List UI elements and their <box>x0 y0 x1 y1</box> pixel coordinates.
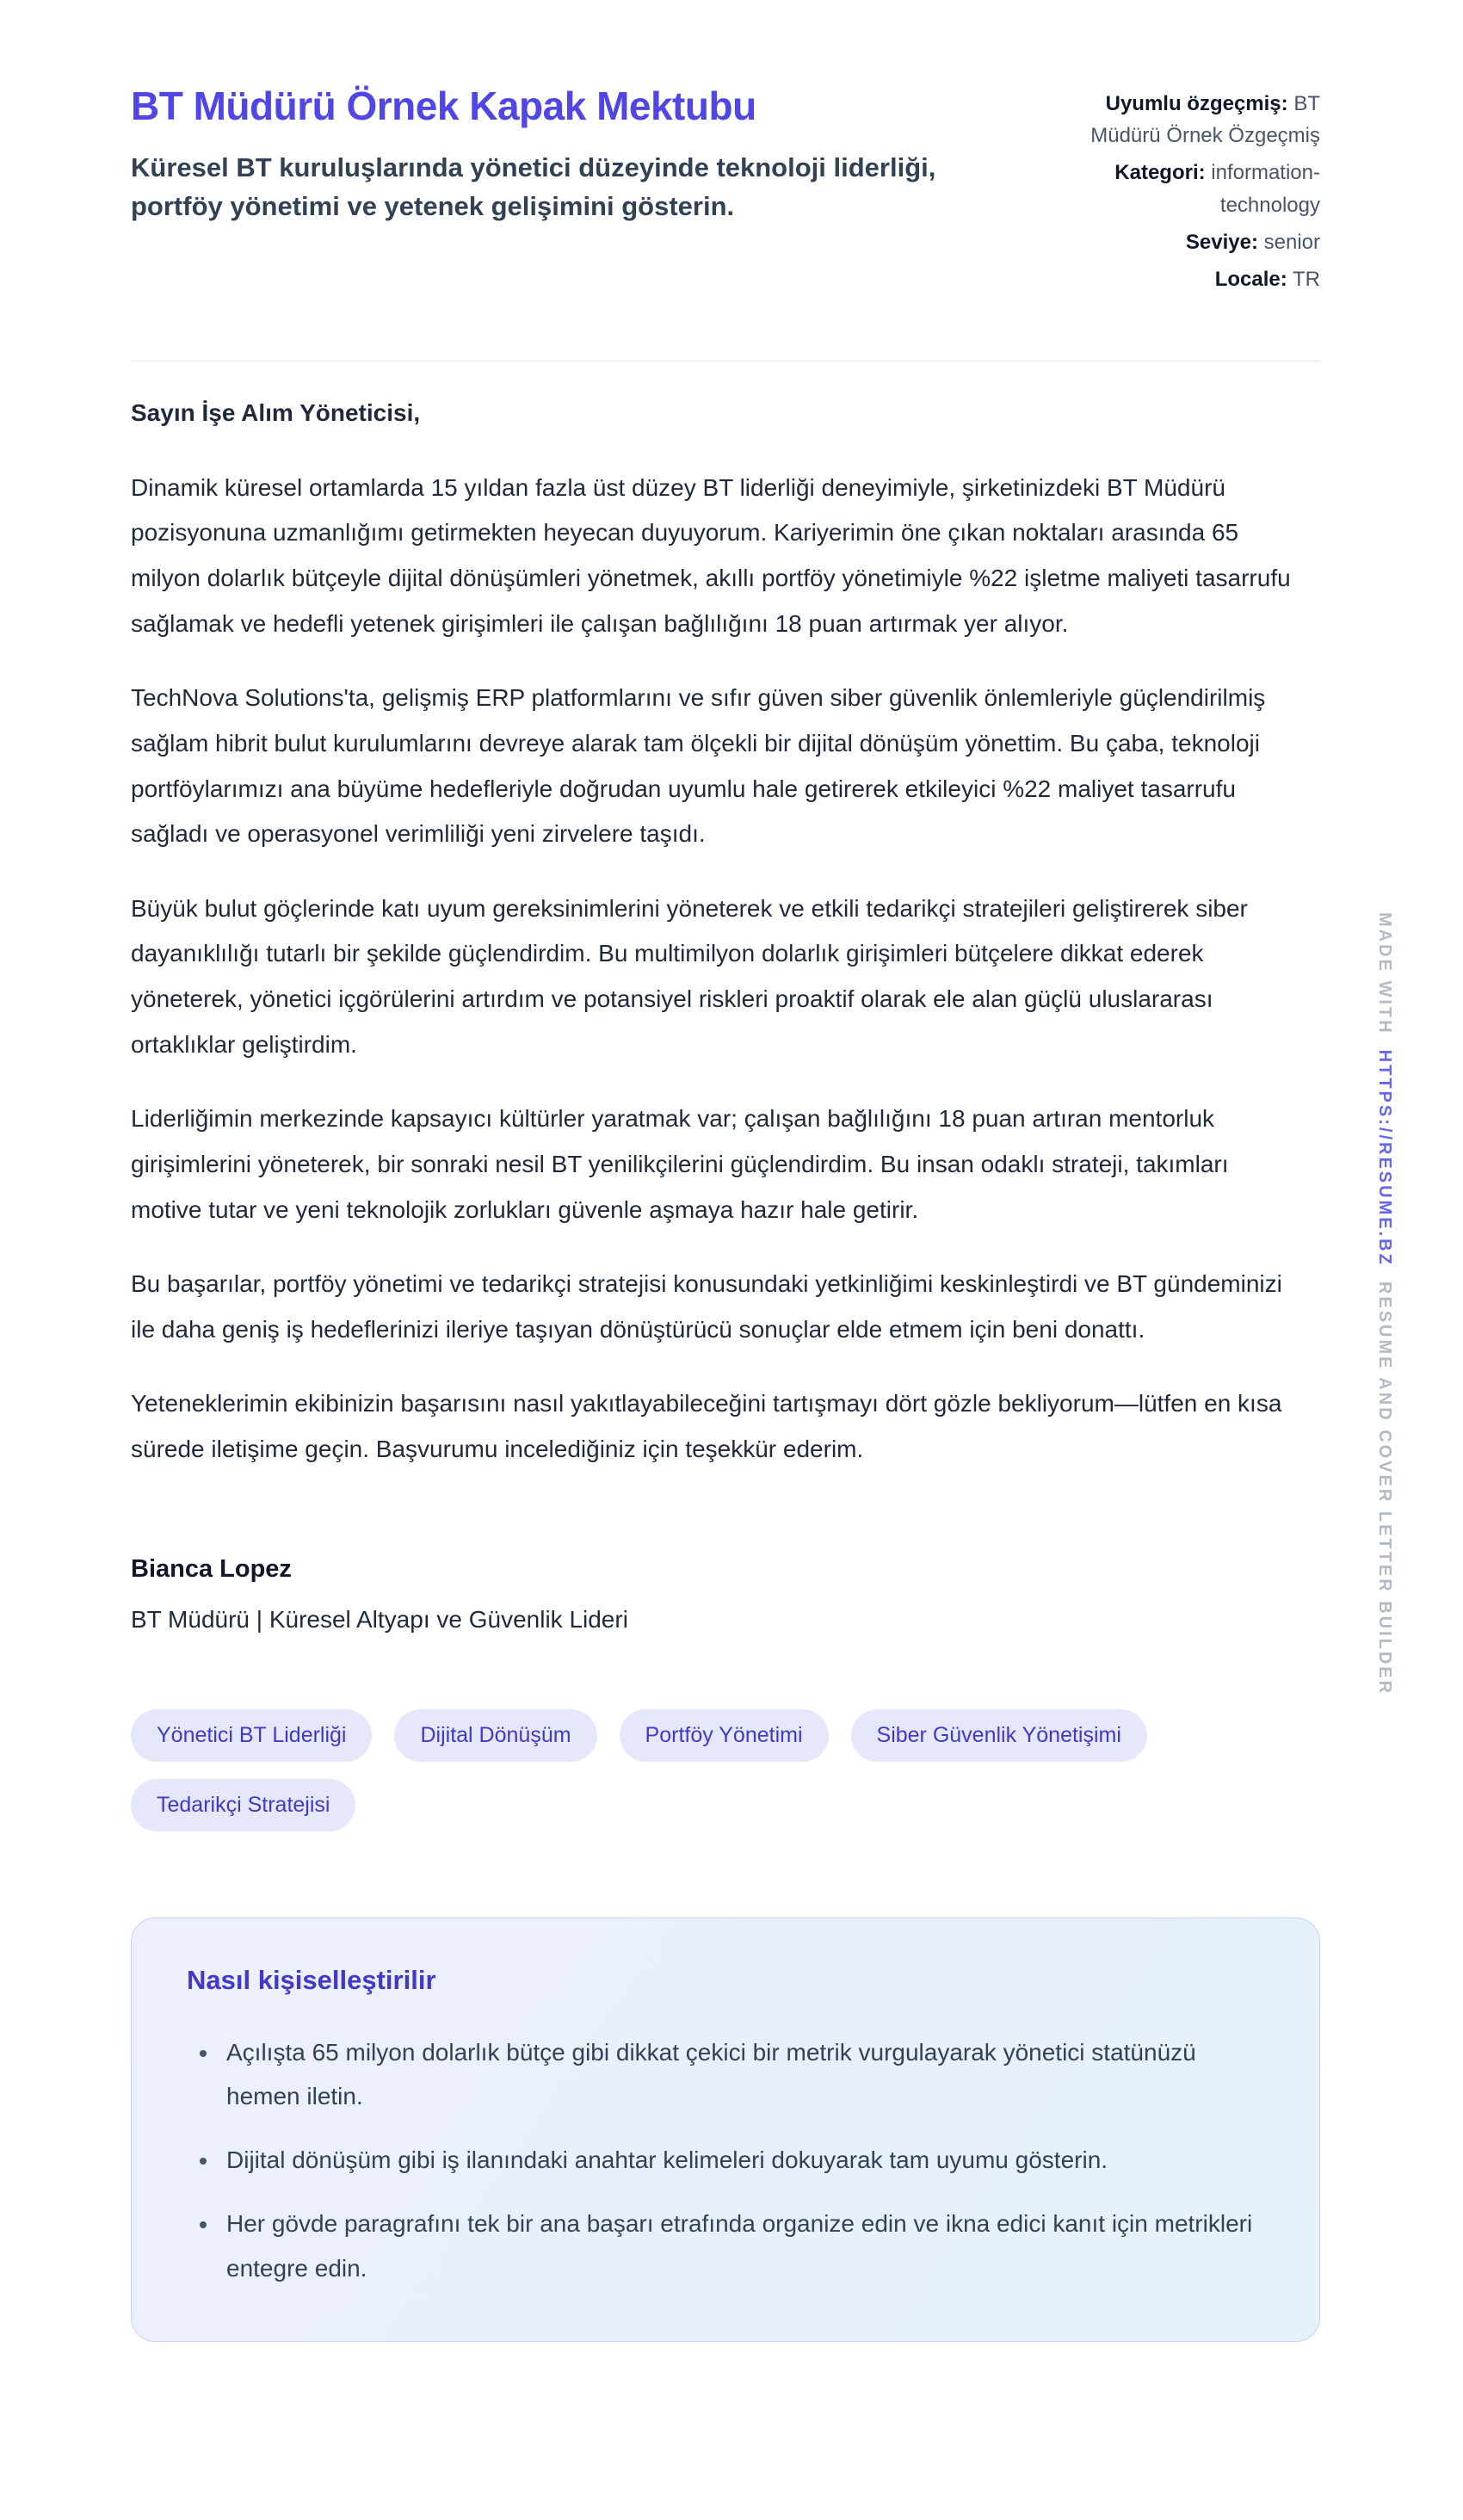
meta-row-level <box>1062 226 1320 258</box>
meta-value: TR <box>1293 267 1320 291</box>
tag-cybersecurity-governance[interactable]: Siber Güvenlik Yönetişimi <box>851 1709 1147 1762</box>
personalization-tips-card <box>131 1918 1320 2342</box>
meta-label: Uyumlu özgeçmiş: <box>1105 92 1288 115</box>
watermark-spacer <box>1377 1035 1394 1050</box>
page-header <box>131 83 1320 361</box>
letter-paragraph: Büyük bulut göçlerinde katı uyum gereksinimlerini yöneterek ve etkili tedarikçi stratejileri geliştirerek siber dayanıklılığı tutarlı bir şekilde güçlendirdim. Bu multimilyon dolarlık girişimleri bütçelere dikkat ederek yöneterek, yönetici içgörülerini artırdım ve potansiyel riskleri proaktif olarak ele alan güçlü uluslararası ortaklıklar geliştirdim. <box>131 894 1248 1058</box>
watermark-spacer <box>1377 1267 1394 1282</box>
meta-row-matching-resume <box>1062 88 1320 151</box>
meta-row-category <box>1062 157 1320 220</box>
signature-name: Bianca Lopez <box>131 1554 292 1583</box>
tips-list <box>187 2030 1264 2291</box>
tag-digital-transformation[interactable]: Dijital Dönüşüm <box>394 1709 596 1762</box>
meta-value: senior <box>1263 230 1320 254</box>
tip-item: • Dijital dönüşüm gibi iş ilanındaki anahtar kelimeleri dokuyarak tam uyumu gösterin. <box>219 2138 1264 2183</box>
watermark-tagline: RESUME AND COVER LETTER BUILDER <box>1375 1281 1394 1696</box>
letter-paragraph: TechNova Solutions'ta, gelişmiş ERP platformlarını ve sıfır güven siber güvenlik önlemleriyle güçlendirilmiş sağlam hibrit bulut kurulumlarını devreye alarak tam ölçekli bir dijital dönüşüm yönettim. Bu çaba, teknoloji portföylarımızı ana büyüme hedefleriyle doğrudan uyumlu hale getirerek etkileyici %22 maliyet tasarrufu sağladı ve operasyonel verimliliği yeni zirvelere taşıdı. <box>131 684 1266 848</box>
page-subtitle: Küresel BT kuruluşlarında yönetici düzeyinde teknoloji liderliği, portföy yönetimi ve yetenek gelişimini gösterin. <box>131 152 936 222</box>
page-title: BT Müdürü Örnek Kapak Mektubu <box>131 83 756 128</box>
letter-greeting: Sayın İşe Alım Yöneticisi, <box>131 399 421 427</box>
meta-label: Seviye: <box>1185 230 1258 254</box>
letter-paragraph: Yeteneklerimin ekibinizin başarısını nasıl yakıtlayabileceğini tartışmayı dört gözle bekliyorum—lütfen en kısa sürede iletişime geçin. Başvurumu incelediğiniz için teşekkür ederim. <box>131 1390 1282 1462</box>
meta-panel <box>1062 83 1320 300</box>
meta-label: Kategori: <box>1114 161 1206 185</box>
meta-value: information-technology <box>1211 161 1320 217</box>
keyword-tags <box>131 1709 1207 1831</box>
tag-executive-it-leadership[interactable]: Yönetici BT Liderliği <box>131 1709 372 1762</box>
tag-vendor-strategy[interactable]: Tedarikçi Stratejisi <box>131 1779 355 1831</box>
header-titles <box>131 83 948 226</box>
meta-label: Locale: <box>1214 267 1287 291</box>
tip-item: • Her gövde paragrafını tek bir ana başarı etrafında organize edin ve ikna edici kanıt için metrikleri entegre edin. <box>219 2202 1264 2291</box>
signature-title: BT Müdürü | Küresel Altyapı ve Güvenlik Lideri <box>131 1605 628 1633</box>
letter-paragraph: Bu başarılar, portföy yönetimi ve tedarikçi stratejisi konusundaki yetkinliğimi keskinleştirdi ve BT gündeminizi ile daha geniş iş hedeflerinizi ileriye taşıyan dönüştürücü sonuçlar elde etmem için beni donattı. <box>131 1270 1282 1343</box>
letter-paragraph: Dinamik küresel ortamlarda 15 yıldan fazla üst düzey BT liderliği deneyimiyle, şirketinizdeki BT Müdürü pozisyonuna uzmanlığımı getirmekten heyecan duyuyorum. Kariyerimin öne çıkan noktaları arasında 65 milyon dolarlık bütçeyle dijital dönüşümleri yönetmek, akıllı portföy yönetimiyle %22 işletme maliyeti tasarrufu sağlamak ve hedefli yetenek girişimleri ile çalışan bağlılığını 18 puan artırmak yer alıyor. <box>131 473 1291 637</box>
letter-body <box>131 391 1306 1634</box>
watermark-prefix: MADE WITH <box>1375 912 1394 1035</box>
made-with-watermark <box>1374 912 1394 1695</box>
meta-value: BT Müdürü Örnek Özgeçmiş <box>1090 92 1320 148</box>
tag-portfolio-management[interactable]: Portföy Yönetimi <box>620 1709 829 1762</box>
meta-row-locale <box>1062 263 1320 295</box>
tip-item: • Açılışta 65 milyon dolarlık bütçe gibi dikkat çekici bir metrik vurgulayarak yönetici statünüzü hemen iletin. <box>219 2030 1264 2120</box>
resume-bz-link[interactable]: HTTPS://RESUME.BZ <box>1375 1049 1394 1267</box>
tips-heading: Nasıl kişiselleştirilir <box>187 1964 436 1995</box>
letter-paragraph: Liderliğimin merkezinde kapsayıcı kültürler yaratmak var; çalışan bağlılığını 18 puan artıran mentorluk girişimlerini yöneterek, bir sonraki nesil BT yenilikçilerini güçlendirdim. Bu insan odaklı strateji, takımları motive tutar ve yeni teknolojik zorlukları güvenle aşmaya hazır hale getirir. <box>131 1105 1229 1223</box>
